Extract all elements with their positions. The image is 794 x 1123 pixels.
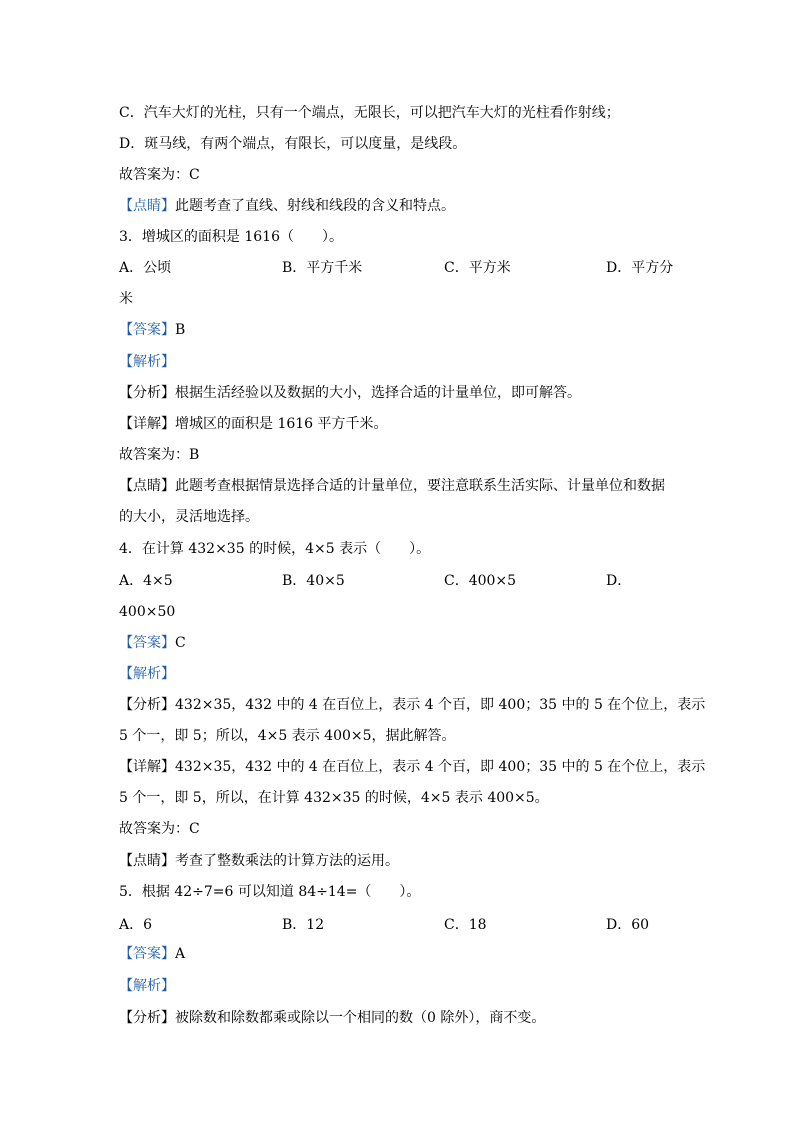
text-line: 故答案为：C — [119, 821, 200, 837]
note-tag: 【点睛】 — [119, 853, 175, 869]
detail-text: 增城区的面积是 1616 平方千米。 — [175, 416, 388, 432]
question-3: 3．增城区的面积是 1616（ ）。 — [119, 229, 343, 245]
analysis-line — [119, 383, 581, 403]
option-c: C．18 — [444, 917, 487, 933]
analysis-text: 被除数和除数都乘或除以一个相同的数（0 除外），商不变。 — [175, 1010, 546, 1026]
detail-tag: 【详解】 — [119, 416, 175, 432]
analysis-line — [119, 1008, 545, 1028]
note-text: 考查了整数乘法的计算方法的运用。 — [175, 853, 399, 869]
option-a: A．4×5 — [119, 573, 173, 589]
note-text: 此题考查了直线、射线和线段的含义和特点。 — [175, 198, 455, 214]
answer-tag: 【答案】 — [119, 322, 175, 338]
note-line-cont: 的大小，灵活地选择。 — [119, 509, 259, 525]
option-c: C．400×5 — [444, 573, 517, 589]
answer-line — [119, 944, 185, 964]
text-line: 故答案为：C — [119, 167, 200, 183]
analysis-heading: 【解析】 — [119, 666, 175, 682]
analysis-text: 432×35，432 中的 4 在百位上，表示 4 个百，即 400；35 中的 5 在个位上，表示 — [175, 697, 706, 713]
detail-tag: 【详解】 — [119, 759, 175, 775]
note-line — [119, 851, 399, 871]
option-d: D．60 — [606, 917, 650, 933]
analysis-tag: 【分析】 — [119, 1010, 175, 1026]
answer-line — [119, 633, 186, 653]
note-line — [119, 196, 455, 216]
note-tag: 【点睛】 — [119, 478, 175, 494]
option-wrap: 米 — [119, 291, 133, 307]
detail-line — [119, 414, 388, 434]
answer-tag: 【答案】 — [119, 946, 175, 962]
analysis-tag: 【分析】 — [119, 697, 175, 713]
detail-line — [119, 757, 705, 777]
option-wrap: 400×50 — [119, 604, 176, 620]
option-a: A．6 — [119, 917, 153, 933]
question-4: 4．在计算 432×35 的时候，4×5 表示（ ）。 — [119, 541, 431, 557]
note-line — [119, 476, 665, 496]
analysis-tag: 【分析】 — [119, 385, 175, 401]
analysis-heading: 【解析】 — [119, 978, 175, 994]
answer-line — [119, 320, 185, 340]
analysis-line-cont: 5 个一，即 5；所以，4×5 表示 400×5，据此解答。 — [119, 728, 456, 744]
question-5: 5．根据 42÷7=6 可以知道 84÷14=（ ）。 — [119, 884, 421, 900]
option-b: B．40×5 — [282, 573, 345, 589]
text-line: D．斑马线，有两个端点，有限长，可以度量，是线段。 — [119, 136, 467, 152]
option-d: D．平方分 — [606, 260, 674, 276]
detail-line-cont: 5 个一，即 5，所以，在计算 432×35 的时候，4×5 表示 400×5。 — [119, 790, 549, 806]
analysis-text: 根据生活经验以及数据的大小，选择合适的计量单位，即可解答。 — [175, 385, 581, 401]
option-c: C．平方米 — [444, 260, 511, 276]
text-line: C．汽车大灯的光柱，只有一个端点，无限长，可以把汽车大灯的光柱看作射线； — [119, 105, 620, 121]
answer-tag: 【答案】 — [119, 635, 175, 651]
option-a: A．公顷 — [119, 260, 172, 276]
note-text: 此题考查根据情景选择合适的计量单位，要注意联系生活实际、计量单位和数据 — [175, 478, 665, 494]
analysis-heading: 【解析】 — [119, 354, 175, 370]
option-d: D． — [606, 573, 632, 589]
option-b: B．平方千米 — [282, 260, 363, 276]
analysis-line — [119, 695, 705, 715]
text-line: 故答案为：B — [119, 447, 200, 463]
answer-value: B — [175, 322, 186, 338]
note-tag: 【点睛】 — [119, 198, 175, 214]
answer-value: C — [175, 635, 186, 651]
detail-text: 432×35，432 中的 4 在百位上，表示 4 个百，即 400；35 中的 5 在个位上，表示 — [175, 759, 706, 775]
answer-value: A — [175, 946, 186, 962]
option-b: B．12 — [282, 917, 325, 933]
